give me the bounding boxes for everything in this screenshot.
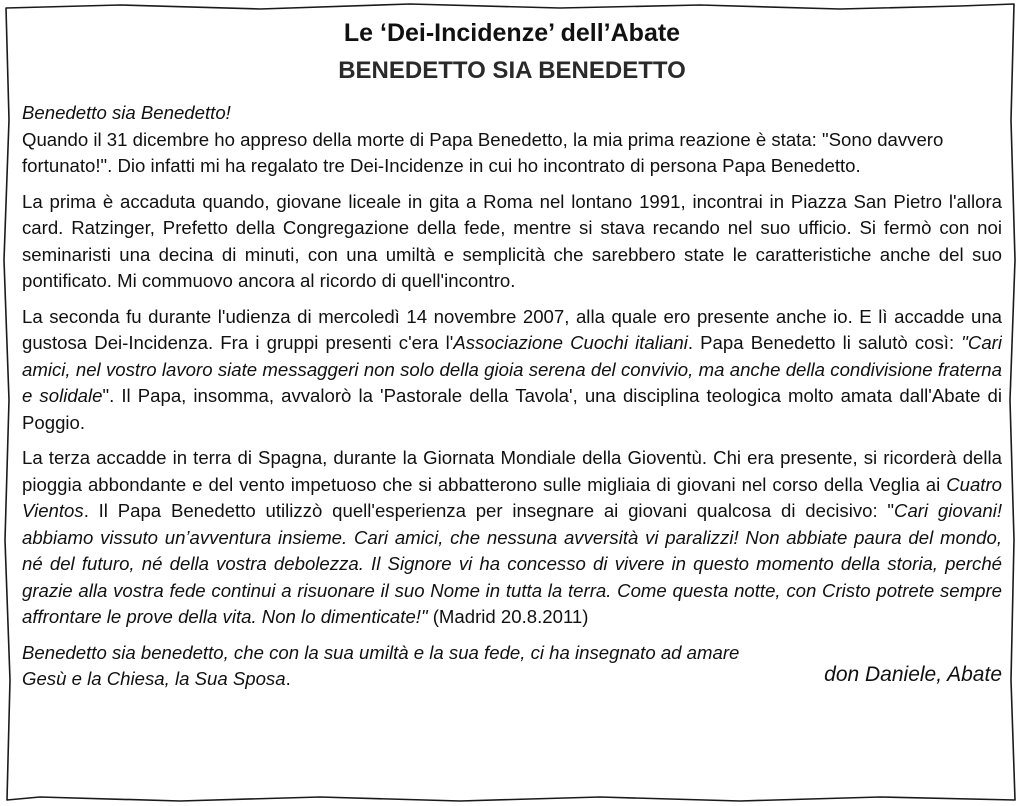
- paragraph-2: La prima è accaduta quando, giovane liceale in gita a Roma nel lontano 1991, incontrai in Piazza San Pietro l'allora card. Ratzinger, Prefetto della Congregazione della fede, mentre si stava recando nel suo ufficio. Si fermò con noi seminaristi una decina di minuti, con una umiltà e semplicità che sarebbero state le caratteristiche anche del suo pontificato. Mi commuovo ancora al ricordo di quell'incontro.: [22, 190, 1002, 291]
- opening-paragraph: [22, 100, 1002, 180]
- closing-text: Benedetto sia benedetto, che con la sua umiltà e la sua fede, ci ha insegnato ad amare Gesù e la Chiesa, la Sua Sposa: [22, 641, 740, 689]
- signature: don Daniele, Abate: [824, 663, 1002, 686]
- article-title: Le ‘Dei-Incidenze’ dell’Abate: [343, 19, 681, 47]
- paragraph-3: La seconda fu durante l'udienza di mercoledì 14 novembre 2007, alla quale ero presente anche io. E lì accadde una gustosa Dei-Incidenza. Fra i gruppi presenti c'era l'Associazione Cuochi italiani. Papa Benedetto li salutò così: "Cari amici, nel vostro lavoro siate messaggeri non solo della gioia serena del convivio, ma anche della condivisione fraterna e solidale". Il Papa, insomma, avvalorò la 'Pastorale della Tavola', una disciplina teologica molto amata dall'Abate di Poggio.: [22, 305, 1002, 433]
- paragraph-4: La terza accadde in terra di Spagna, durante la Giornata Mondiale della Gioventù. Chi era presente, si ricorderà della pioggia abbondante e del vento impetuoso che si abbatterono sulle migliaia di giovani nel corso della Veglia ai Cuatro Vientos. Il Papa Benedetto utilizzò quell'esperienza per insegnare ai giovani qualcosa di decisivo: "Cari giovani! abbiamo vissuto un’avventura insieme. Cari amici, che nessuna avversità vi paralizzi! Non abbiate paura del mondo, né del futuro, né della vostra debolezza. Il Signore vi ha concesso di vivere in questo momento della storia, perché grazie alla vostra fede continui a risuonare il suo Nome in tutta la terra. Come questa notte, con Cristo potrete sempre affrontare le prove della vita. Non lo dimenticate!" (Madrid 20.8.2011): [22, 447, 1002, 627]
- article-subtitle: BENEDETTO SIA BENEDETTO: [338, 57, 686, 84]
- article: [22, 14, 1002, 799]
- closing-paragraph: Benedetto sia benedetto, che con la sua umiltà e la sua fede, ci ha insegnato ad amare Gesù e la Chiesa, la Sua Sposa. don Daniele, Abate: [22, 641, 1002, 689]
- opening-line: Benedetto sia Benedetto!: [22, 102, 231, 123]
- paragraph-1: Quando il 31 dicembre ho appreso della morte di Papa Benedetto, la mia prima reazione è stata: "Sono davvero fortunato!". Dio infatti mi ha regalato tre Dei-Incidenze in cui ho incontrato di persona Papa Benedetto.: [22, 128, 944, 176]
